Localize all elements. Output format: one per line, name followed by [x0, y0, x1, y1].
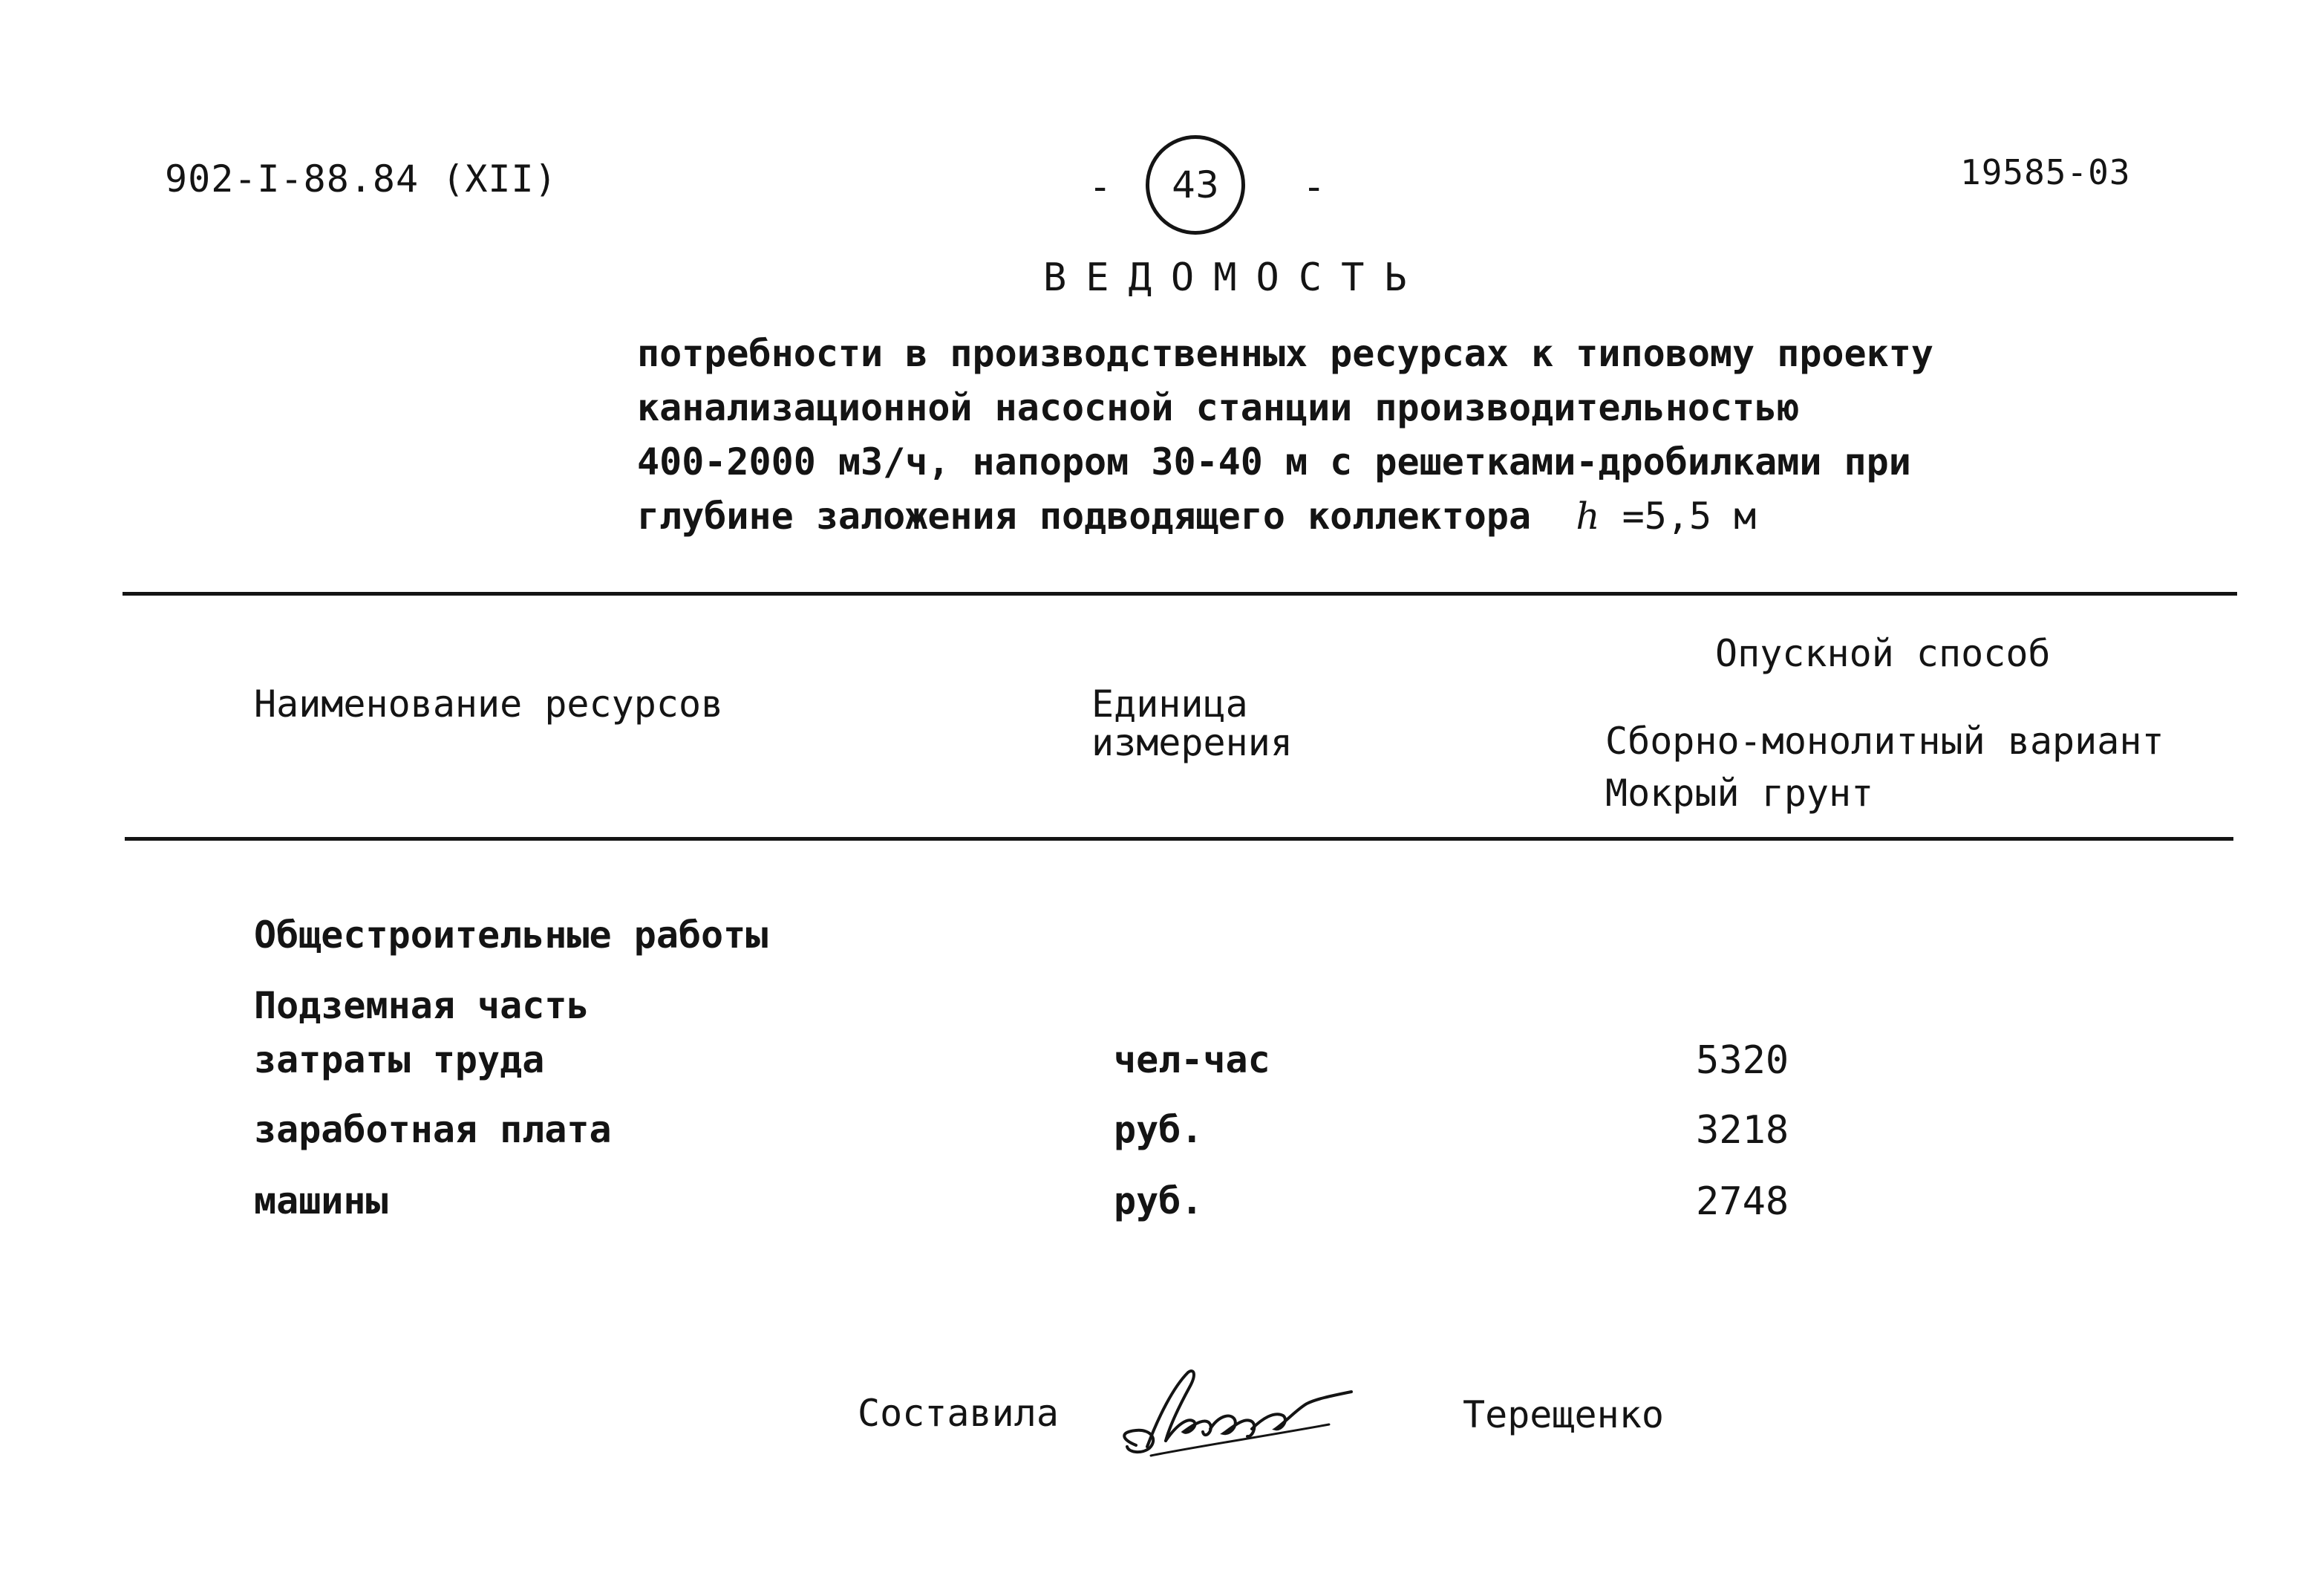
document-title: ВЕДОМОСТЬ [1043, 255, 1426, 300]
table-top-rule [123, 592, 2237, 596]
document-subtitle [637, 327, 1933, 544]
header-unit-line-2: измерения [1091, 721, 1293, 764]
subtitle-line-4 [637, 489, 1933, 544]
section-title: Общестроительные работы [254, 913, 768, 957]
depth-variable: h [1576, 495, 1600, 538]
subtitle-line-4-text: глубине заложения подводящего коллектора [637, 495, 1532, 538]
row-1-value: 5320 [1696, 1038, 1789, 1083]
header-unit [1091, 685, 1293, 762]
row-2-unit: руб. [1114, 1108, 1204, 1151]
header-resource-name: Наименование ресурсов [254, 683, 724, 726]
page-dash-right: - [1302, 165, 1326, 209]
header-method: Опускной способ [1715, 632, 2051, 675]
row-2-value: 3218 [1696, 1108, 1789, 1153]
row-1-name: затраты труда [254, 1038, 545, 1081]
header-ground: Мокрый грунт [1605, 772, 1874, 815]
page-number [1146, 135, 1245, 235]
depth-value: =5,5 м [1622, 495, 1757, 538]
document-number: 19585-03 [1960, 152, 2131, 192]
document-code: 902-I-88.84 (XII) [165, 157, 558, 201]
row-2-name: заработная плата [254, 1108, 612, 1151]
compiler-name: Терещенко [1463, 1393, 1664, 1436]
header-variant: Сборно-монолитный вариант [1605, 720, 2164, 763]
subtitle-line-2: канализационной насосной станции производительностью [637, 386, 1800, 429]
page-dash-left: - [1088, 165, 1112, 209]
page-number-text: 43 [1172, 163, 1219, 206]
signature-image [1106, 1358, 1374, 1469]
subsection-title: Подземная часть [254, 984, 590, 1027]
table-header-rule [125, 837, 2233, 841]
subtitle-line-1: потребности в производственных ресурсах к типовому проекту [637, 332, 1933, 375]
row-3-name: машины [254, 1179, 388, 1222]
header-unit-line-1: Единица [1091, 683, 1248, 726]
row-3-unit: руб. [1114, 1179, 1204, 1222]
compiled-by-label: Составила [858, 1392, 1059, 1435]
subtitle-line-3: 400-2000 м3/ч, напором 30-40 м с решетками-дробилками при [637, 440, 1911, 483]
row-3-value: 2748 [1696, 1179, 1789, 1224]
row-1-unit: чел-час [1114, 1038, 1270, 1081]
